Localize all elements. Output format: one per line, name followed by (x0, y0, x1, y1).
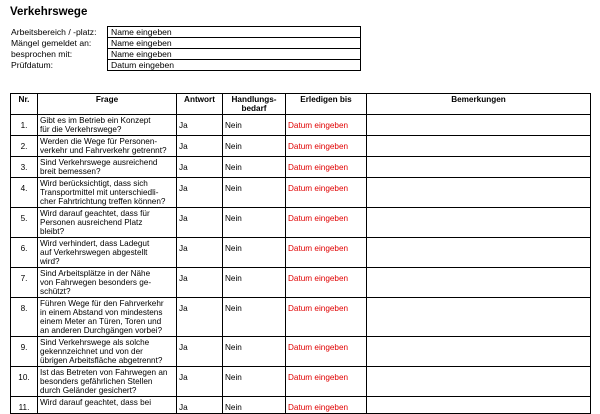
question-cell (38, 115, 177, 136)
remarks-field[interactable] (367, 298, 591, 337)
header-bemerkungen: Bemerkungen (367, 94, 591, 115)
remarks-field[interactable] (367, 337, 591, 367)
row-number: 1. (11, 115, 38, 136)
question-cell (38, 208, 177, 238)
page-title: Verkehrswege (10, 6, 88, 18)
action-needed-select[interactable]: Nein (223, 157, 286, 178)
question-line: an anderen Durchgängen vorbei? (40, 326, 162, 335)
remarks-field[interactable] (367, 136, 591, 157)
question-cell (38, 178, 177, 208)
question-line: Ist das Betreten von Fahrwegen an (40, 368, 168, 377)
answer-select[interactable]: Ja (177, 136, 223, 157)
question-line: übrigen Arbeitsfläche abgetrennt? (40, 356, 163, 365)
due-date-field[interactable]: Datum eingeben (286, 337, 367, 367)
action-needed-select[interactable]: Nein (223, 397, 286, 414)
meta-row-maengel (10, 38, 361, 49)
question-cell (38, 136, 177, 157)
question-line: Gibt es im Betrieb ein Konzept (40, 116, 151, 125)
question-line: Wird berücksichtigt, dass sich (40, 179, 148, 188)
remarks-field[interactable] (367, 178, 591, 208)
row-number: 6. (11, 238, 38, 268)
question-line: bleibt? (40, 227, 65, 236)
question-cell (38, 367, 177, 397)
question-line: einem Meter an Türen, Toren und (40, 317, 162, 326)
answer-select[interactable]: Ja (177, 367, 223, 397)
question-line: für die Verkehrswege? (40, 125, 122, 134)
question-cell (38, 298, 177, 337)
row-number: 11. (11, 397, 38, 414)
action-needed-select[interactable]: Nein (223, 337, 286, 367)
table-row (11, 157, 591, 178)
question-line: schützt? (40, 287, 71, 296)
action-needed-select[interactable]: Nein (223, 238, 286, 268)
table-row (11, 136, 591, 157)
remarks-field[interactable] (367, 268, 591, 298)
action-needed-select[interactable]: Nein (223, 367, 286, 397)
maengel-gemeldet-field[interactable]: Name eingeben (108, 38, 361, 49)
answer-select[interactable]: Ja (177, 337, 223, 367)
answer-select[interactable]: Ja (177, 238, 223, 268)
table-row (11, 367, 591, 397)
header-nr: Nr. (11, 94, 38, 115)
action-needed-select[interactable]: Nein (223, 298, 286, 337)
action-needed-select[interactable]: Nein (223, 208, 286, 238)
question-line: Personen ausreichend Platz (40, 218, 143, 227)
due-date-field[interactable]: Datum eingeben (286, 157, 367, 178)
remarks-field[interactable] (367, 157, 591, 178)
question-cell (38, 268, 177, 298)
question-line: von Fahrwegen besonders ge- (40, 278, 152, 287)
due-date-field[interactable]: Datum eingeben (286, 208, 367, 238)
table-row (11, 208, 591, 238)
meta-label: besprochen mit: (11, 49, 73, 59)
table-row (11, 337, 591, 367)
question-cell (38, 337, 177, 367)
question-line: wird? (40, 257, 60, 266)
remarks-field[interactable] (367, 238, 591, 268)
question-line: in einem Abstand von mindestens (40, 308, 163, 317)
question-cell (38, 397, 177, 414)
header-handlungsbedarf-line: Handlungs- (231, 95, 277, 104)
question-line: Sind Arbeitsplätze in der Nähe (40, 269, 151, 278)
meta-label: Arbeitsbereich / -platz: (11, 27, 97, 37)
header-antwort: Antwort (177, 94, 223, 115)
question-line: Wird darauf geachtet, dass bei (40, 398, 152, 407)
question-line: Transportmittel mit unterschiedli- (40, 188, 159, 197)
header-frage: Frage (38, 94, 177, 115)
row-number: 7. (11, 268, 38, 298)
table-row (11, 298, 591, 337)
answer-select[interactable]: Ja (177, 115, 223, 136)
besprochen-mit-field[interactable]: Name eingeben (108, 49, 361, 60)
row-number: 2. (11, 136, 38, 157)
checklist-table (10, 93, 591, 414)
question-line: Wird verhindert, dass Ladegut (40, 239, 150, 248)
arbeitsbereich-field[interactable]: Name eingeben (108, 27, 361, 38)
due-date-field[interactable]: Datum eingeben (286, 238, 367, 268)
question-line: Werden die Wege für Personen- (40, 137, 158, 146)
question-line: Führen Wege für den Fahrverkehr (40, 299, 164, 308)
question-line: gekennzeichnet und von der (40, 347, 143, 356)
answer-select[interactable]: Ja (177, 298, 223, 337)
question-line: besonders gefährlichen Stellen (40, 377, 153, 386)
answer-select[interactable]: Ja (177, 208, 223, 238)
action-needed-select[interactable]: Nein (223, 268, 286, 298)
row-number: 10. (11, 367, 38, 397)
pruefdatum-field[interactable]: Datum eingeben (108, 60, 361, 71)
meta-row-arbeitsbereich (10, 27, 361, 38)
due-date-field[interactable]: Datum eingeben (286, 397, 367, 414)
meta-label: Prüfdatum: (11, 60, 54, 70)
header-handlungsbedarf-line: bedarf (241, 104, 267, 113)
remarks-field[interactable] (367, 367, 591, 397)
answer-select[interactable]: Ja (177, 268, 223, 298)
question-line: cher Fahrtrichtung treffen können? (40, 197, 166, 206)
question-line: auf Verkehrswegen abgestellt (40, 248, 148, 257)
answer-select[interactable]: Ja (177, 178, 223, 208)
meta-form (10, 26, 361, 71)
header-erledigen-bis: Erledigen bis (286, 94, 367, 115)
question-cell (38, 157, 177, 178)
due-date-field[interactable]: Datum eingeben (286, 367, 367, 397)
meta-row-besprochen (10, 49, 361, 60)
header-handlungsbedarf (223, 94, 286, 115)
due-date-field[interactable]: Datum eingeben (286, 298, 367, 337)
row-number: 4. (11, 178, 38, 208)
question-line: durch Geländer gesichert? (40, 386, 137, 395)
remarks-field[interactable] (367, 397, 591, 414)
question-line: Sind Verkehrswege als solche (40, 338, 150, 347)
question-line: Wird darauf geachtet, dass für (40, 209, 150, 218)
question-cell (38, 238, 177, 268)
remarks-field[interactable] (367, 115, 591, 136)
due-date-field[interactable]: Datum eingeben (286, 268, 367, 298)
due-date-field[interactable]: Datum eingeben (286, 136, 367, 157)
meta-label: Mängel gemeldet an: (11, 38, 92, 48)
remarks-field[interactable] (367, 208, 591, 238)
answer-select[interactable]: Ja (177, 157, 223, 178)
action-needed-select[interactable]: Nein (223, 178, 286, 208)
table-row (11, 238, 591, 268)
due-date-field[interactable]: Datum eingeben (286, 178, 367, 208)
table-row (11, 115, 591, 136)
meta-row-pruefdatum (10, 60, 361, 71)
action-needed-select[interactable]: Nein (223, 136, 286, 157)
due-date-field[interactable]: Datum eingeben (286, 115, 367, 136)
table-row (11, 397, 591, 414)
table-header (11, 94, 591, 115)
question-line: breit bemessen? (40, 167, 101, 176)
row-number: 5. (11, 208, 38, 238)
row-number: 8. (11, 298, 38, 337)
row-number: 3. (11, 157, 38, 178)
table-row (11, 178, 591, 208)
table-row (11, 268, 591, 298)
row-number: 9. (11, 337, 38, 367)
question-line: Sind Verkehrswege ausreichend (40, 158, 158, 167)
answer-select[interactable]: Ja (177, 397, 223, 414)
action-needed-select[interactable]: Nein (223, 115, 286, 136)
question-line: verkehr und Fahrverkehr getrennt? (40, 146, 167, 155)
